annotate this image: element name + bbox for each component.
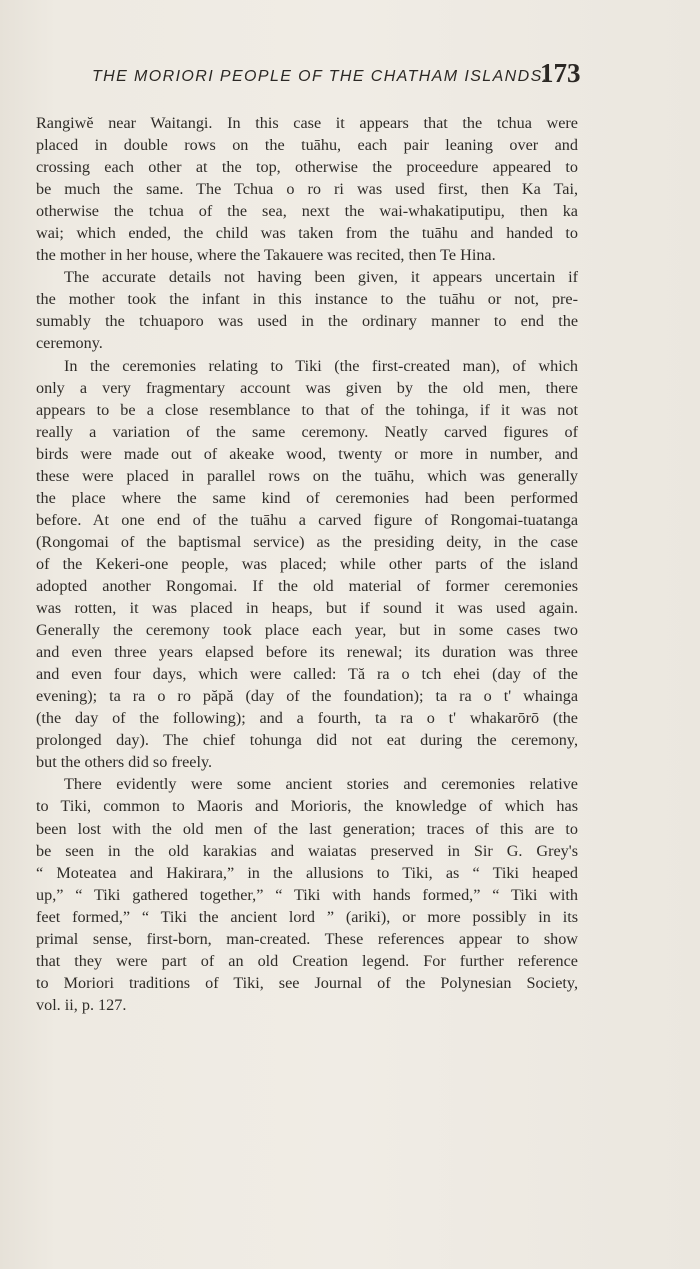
text-line: the mother in her house, where the Takauere was recited, then Te Hina. <box>36 246 496 265</box>
text-line: appears to be a close resemblance to that of the tohinga, if it was not <box>36 400 578 419</box>
paragraph <box>36 112 578 266</box>
page-number: 173 <box>540 58 581 88</box>
text-line: ceremony. <box>36 334 103 353</box>
text-line: the mother took the infant in this instance to the tuāhu or not, pre- <box>36 290 578 309</box>
text-line: Generally the ceremony took place each year, but in some cases two <box>36 621 578 640</box>
running-title: THE MORIORI PEOPLE OF THE CHATHAM ISLANDS. <box>92 68 549 85</box>
text-line: feet formed,” “ Tiki the ancient lord ” (ariki), or more possibly in its <box>36 907 578 926</box>
text-line: and even four days, which were called: Tă ra o tch ehei (day of the <box>36 665 578 684</box>
text-line: these were placed in parallel rows on the tuāhu, which was generally <box>36 466 578 485</box>
text-line: to Moriori traditions of Tiki, see Journal of the Polynesian Society, <box>36 973 578 992</box>
text-line: be seen in the old karakias and waiatas preserved in Sir G. Grey's <box>36 841 578 860</box>
text-line: placed in double rows on the tuāhu, each pair leaning over and <box>36 136 578 155</box>
text-line: prolonged day). The chief tohunga did not eat during the ceremony, <box>36 731 578 750</box>
text-line: adopted another Rongomai. If the old material of former ceremonies <box>36 576 578 595</box>
paragraph <box>36 355 578 774</box>
text-line: was rotten, it was placed in heaps, but if sound it was used again. <box>36 599 578 618</box>
text-line: otherwise the tchua of the sea, next the wai-whakatiputipu, then ka <box>36 202 578 221</box>
text-line: the place where the same kind of ceremonies had been performed <box>36 488 578 507</box>
text-line: vol. ii, p. 127. <box>36 995 127 1014</box>
body-text <box>36 112 578 1016</box>
text-line: been lost with the old men of the last generation; traces of this are to <box>36 819 578 838</box>
text-line: (the day of the following); and a fourth, ta ra o t' whakarōrō (the <box>36 709 578 728</box>
text-line: primal sense, first-born, man-created. These references appear to show <box>36 929 578 948</box>
text-line: “ Moteatea and Hakirara,” in the allusions to Tiki, as “ Tiki heaped <box>36 863 578 882</box>
text-line: of the Kekeri-one people, was placed; while other parts of the island <box>36 554 578 573</box>
text-line: up,” “ Tiki gathered together,” “ Tiki with hands formed,” “ Tiki with <box>36 885 578 904</box>
text-line: evening); ta ra o ro păpă (day of the foundation); ta ra o t' whainga <box>36 687 578 706</box>
paragraph <box>36 266 578 354</box>
text-line: wai; which ended, the child was taken from the tuāhu and handed to <box>36 224 578 243</box>
paragraph <box>36 773 578 1016</box>
text-line: crossing each other at the top, otherwise the proceedure appeared to <box>36 158 578 177</box>
text-line: birds were made out of akeake wood, twenty or more in number, and <box>36 444 578 463</box>
text-line: really a variation of the same ceremony. Neatly carved figures of <box>36 422 578 441</box>
text-line: be much the same. The Tchua o ro ri was used first, then Ka Tai, <box>36 180 578 199</box>
text-line: that they were part of an old Creation legend. For further reference <box>36 951 578 970</box>
text-line: There evidently were some ancient stories and ceremonies relative <box>64 775 578 794</box>
text-line: before. At one end of the tuāhu a carved figure of Rongomai-tuatanga <box>36 510 578 529</box>
text-line: In the ceremonies relating to Tiki (the first-created man), of which <box>64 356 578 375</box>
text-line: sumably the tchuaporo was used in the ordinary manner to end the <box>36 312 578 331</box>
text-line: (Rongomai of the baptismal service) as the presiding deity, in the case <box>36 532 578 551</box>
text-line: only a very fragmentary account was given by the old men, there <box>36 378 578 397</box>
text-line: to Tiki, common to Maoris and Morioris, the knowledge of which has <box>36 797 578 816</box>
text-line: The accurate details not having been given, it appears uncertain if <box>64 268 578 287</box>
text-line: Rangiwĕ near Waitangi. In this case it appears that the tchua were <box>36 114 578 132</box>
text-line: and even three years elapsed before its renewal; its duration was three <box>36 643 578 662</box>
text-line: but the others did so freely. <box>36 753 213 772</box>
